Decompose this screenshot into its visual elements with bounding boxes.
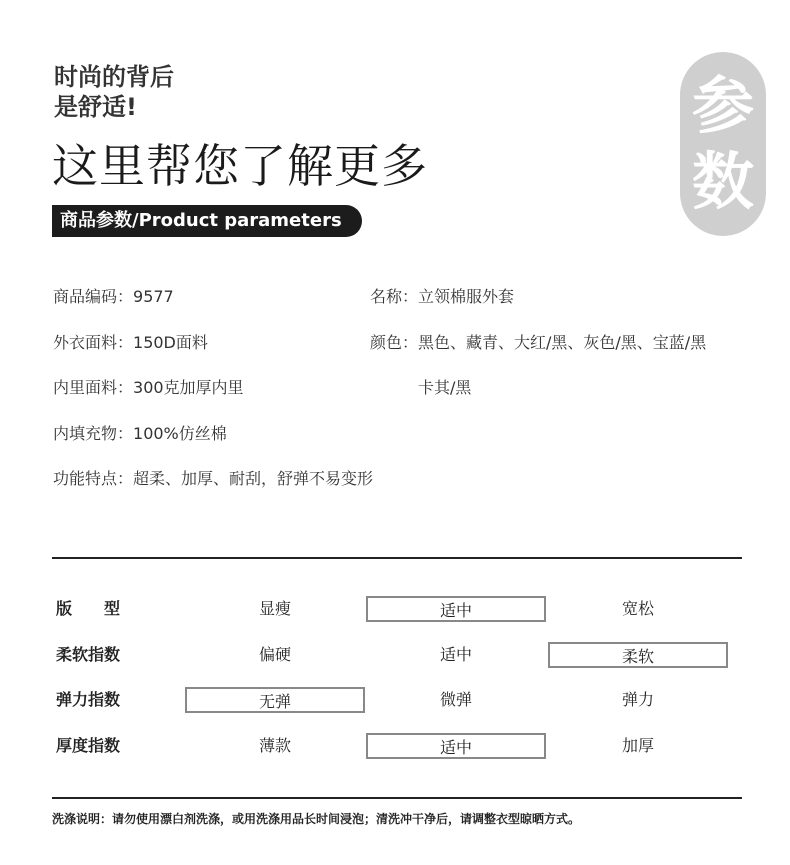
index-option: 薄款 [258,736,291,755]
index-option: 弹力 [621,690,654,709]
slogan [54,62,174,122]
badge-char-2: 数 [691,145,754,218]
param-shell-label: 外衣面料： [53,333,134,352]
param-color [370,332,706,354]
index-option-selected: 适中 [366,596,546,622]
index-label: 柔软指数 [56,645,121,664]
param-color-label: 颜色： [370,333,419,352]
slogan-line-1: 时尚的背后 [54,63,174,91]
param-fill [53,423,227,445]
param-color-value: 黑色、藏青、大红/黑、灰色/黑、宝蓝/黑 [418,333,707,352]
index-option: 微弹 [439,690,472,709]
param-fill-label: 内填充物： [53,424,134,443]
param-code [53,286,174,308]
param-shell [53,332,208,354]
headline: 这里帮您了解更多 [52,139,428,193]
wash-note: 洗涤说明：请勿使用漂白剂洗涤，或用洗涤用品长时间浸泡；清洗冲干净后，请调整衣型晾晒方式。 [52,812,581,826]
divider-top [52,557,742,559]
index-option: 偏硬 [258,645,291,664]
param-color-cont: 卡其/黑 [418,378,472,397]
param-name [370,286,514,308]
index-option: 显瘦 [258,599,291,618]
param-name-label: 名称： [370,287,419,306]
index-option: 宽松 [621,599,654,618]
index-label: 厚度指数 [56,736,121,755]
param-name-value: 立领棉服外套 [418,287,515,306]
slogan-line-2: 是舒适! [54,93,137,121]
param-lining [53,377,244,399]
param-fill-value: 100%仿丝棉 [133,424,227,443]
section-banner: 商品参数/Product parameters [52,205,362,237]
param-feature-label: 功能特点： [53,469,134,488]
param-lining-value: 300克加厚内里 [133,378,244,397]
index-label: 版 型 [56,599,121,618]
index-option-selected: 适中 [366,733,546,759]
divider-bottom [52,797,742,799]
badge-char-1: 参 [691,69,754,142]
params-badge [680,52,766,236]
param-lining-label: 内里面料： [53,378,134,397]
param-code-value: 9577 [133,287,174,306]
param-shell-value: 150D面料 [133,333,208,352]
param-feature [53,468,373,490]
param-feature-value: 超柔、加厚、耐刮，舒弹不易变形 [133,469,374,488]
param-code-label: 商品编码： [53,287,134,306]
index-label: 弹力指数 [56,690,121,709]
index-option-selected: 柔软 [548,642,728,668]
index-option: 加厚 [621,736,654,755]
index-option: 适中 [439,645,472,664]
index-option-selected: 无弹 [185,687,365,713]
